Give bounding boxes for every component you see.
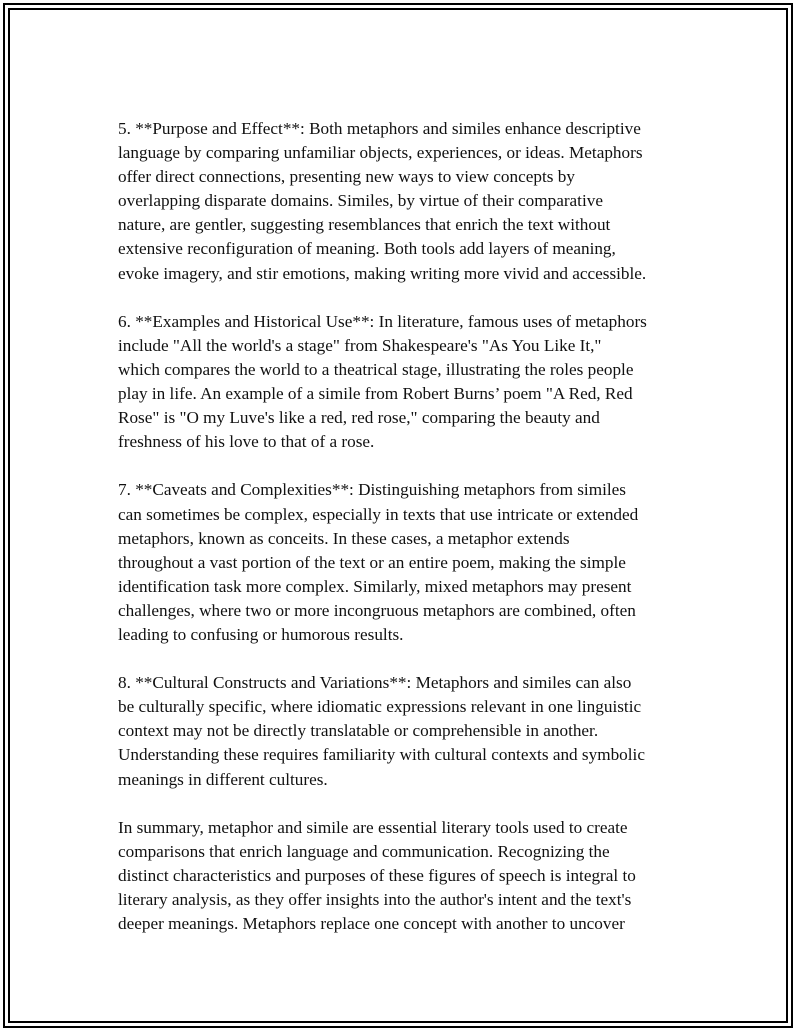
- paragraph-summary: In summary, metaphor and simile are essential literary tools used to create comparisons that enrich language and communication. Recognizing the distinct characteristics and purposes of these figures of speech is integral to literary analysis, as they offer insights into the author's intent and the text's deeper meanings. Metaphors replace one concept with another to uncover: [118, 817, 636, 934]
- document-body: [118, 117, 690, 960]
- paragraph-caveats-and-complexities: 7. **Caveats and Complexities**: Distinguishing metaphors from similes can sometimes be complex, especially in texts that use intricate or extended metaphors, known as conceits. In these cases, a metaphor extends throughout a vast portion of the text or an entire poem, making the simple identification task more complex. Similarly, mixed metaphors may present challenges, where two or more incongruous metaphors are combined, often leading to confusing or humorous results.: [118, 480, 639, 644]
- paragraph-cultural-constructs: 8. **Cultural Constructs and Variations**: Metaphors and similes can also be culturally specific, where idiomatic expressions relevant in one linguistic context may not be directly translatable or comprehensible in another. Understanding these requires familiarity with cultural contexts and symbolic meanings in different cultures.: [118, 673, 645, 789]
- paragraph-examples-and-historical-use: 6. **Examples and Historical Use**: In literature, famous uses of metaphors include "All the world's a stage" from Shakespeare's "As You Like It," which compares the world to a theatrical stage, illustrating the roles people play in life. An example of a simile from Robert Burns’ poem "A Red, Red Rose" is "O my Luve's like a red, red rose," comparing the beauty and freshness of his love to that of a rose.: [118, 311, 647, 452]
- paragraph-purpose-and-effect: 5. **Purpose and Effect**: Both metaphors and similes enhance descriptive language by comparing unfamiliar objects, experiences, or ideas. Metaphors offer direct connections, presenting new ways to view concepts by overlapping disparate domains. Similes, by virtue of their comparative nature, are gentler, suggesting resemblances that enrich the text without extensive reconfiguration of meaning. Both tools add layers of meaning, evoke imagery, and stir emotions, making writing more vivid and accessible.: [118, 119, 647, 283]
